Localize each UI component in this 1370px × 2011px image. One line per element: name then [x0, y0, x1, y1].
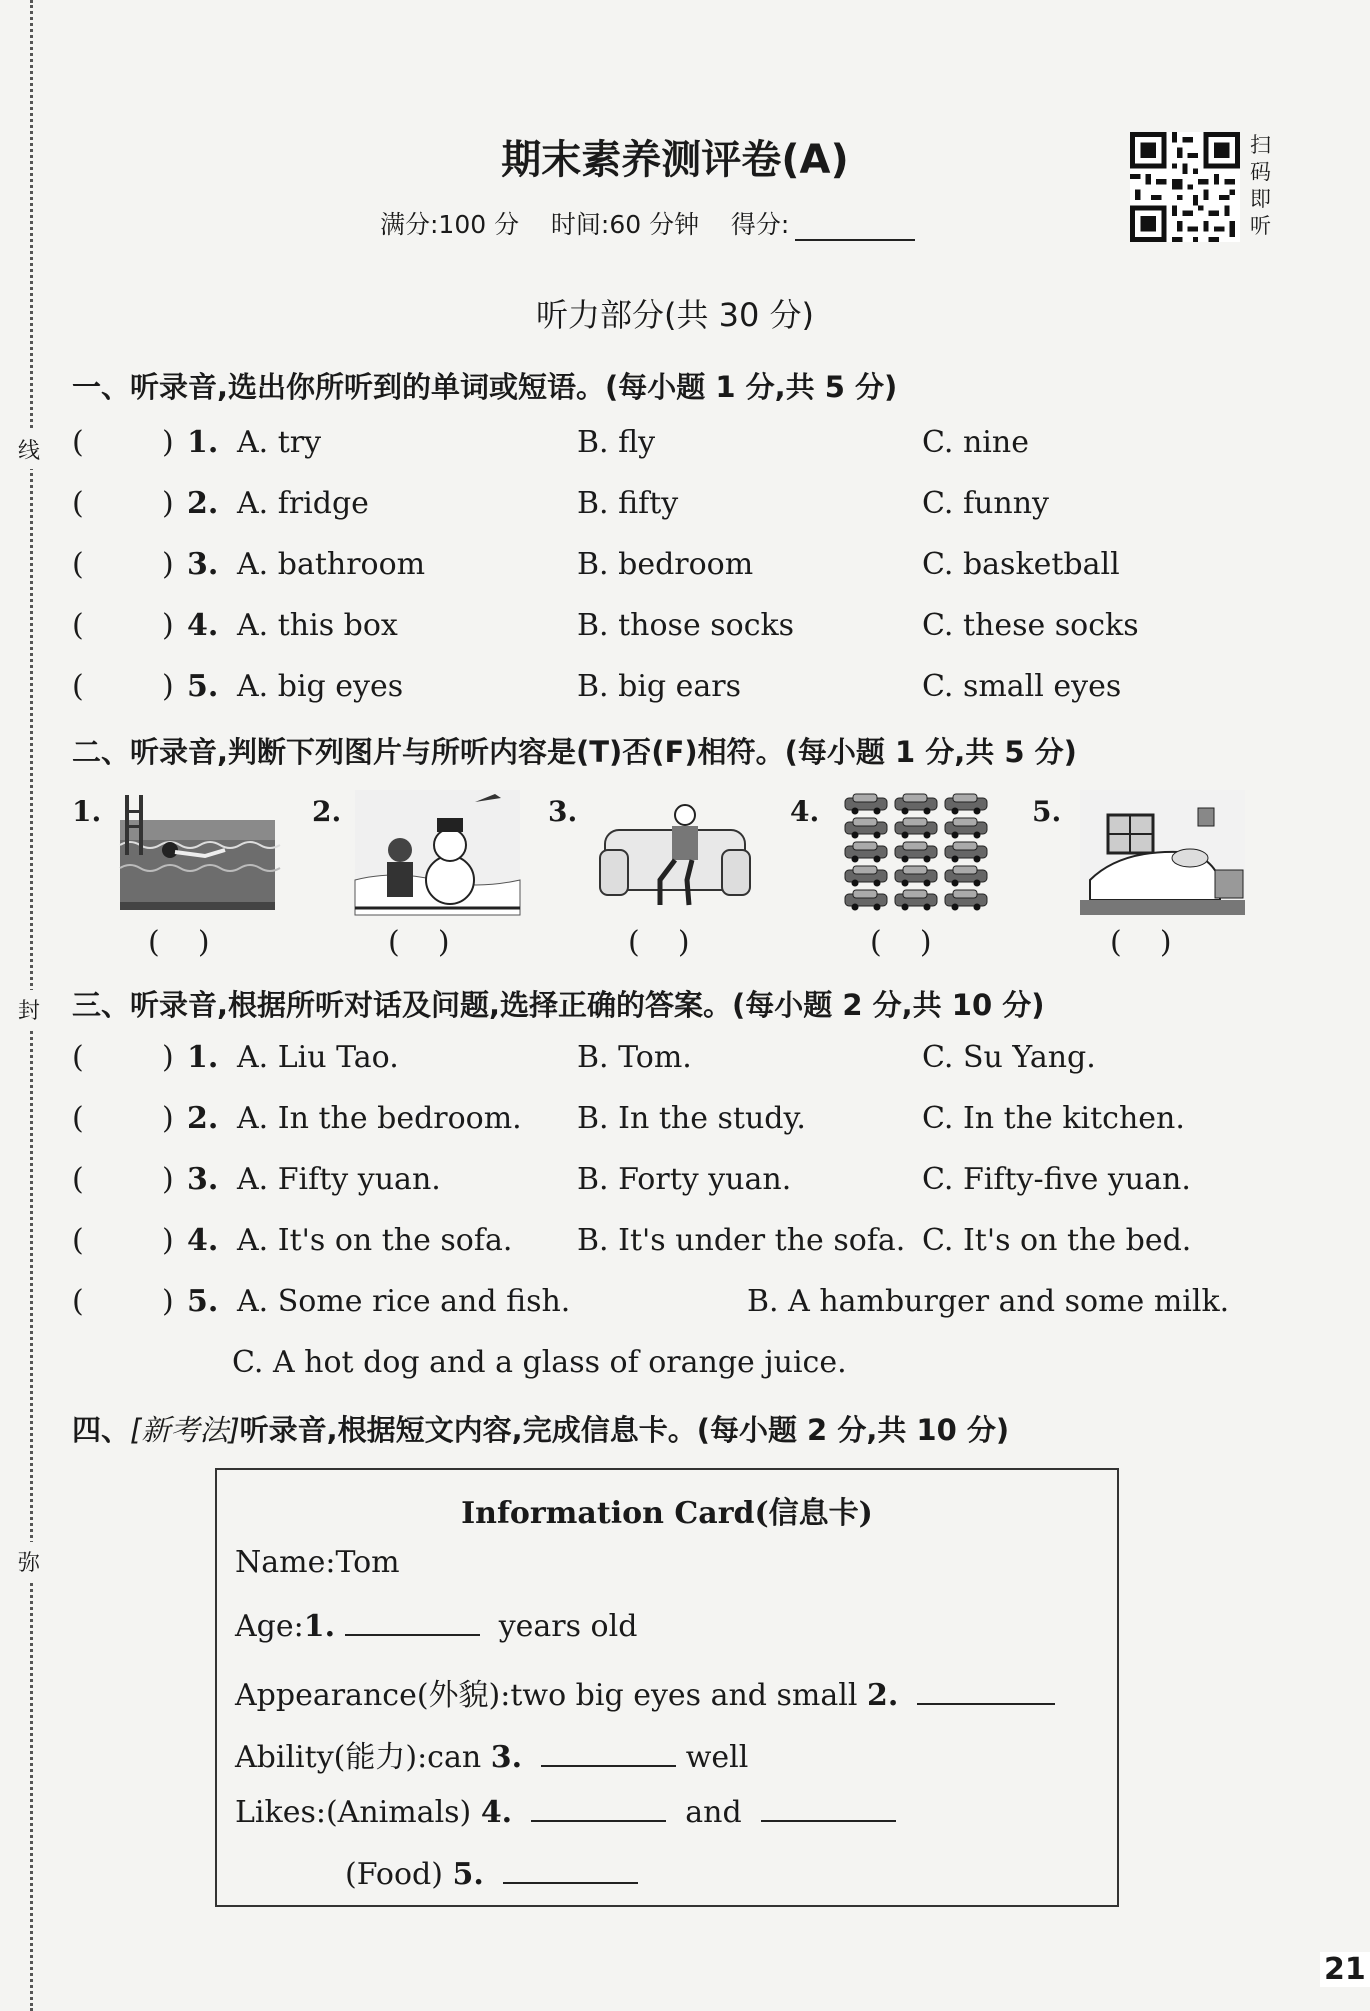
picture-number-4: 4.	[790, 795, 820, 828]
choice-row	[72, 1223, 1292, 1263]
option-c: C. A hot dog and a glass of orange juice.	[232, 1345, 847, 1380]
option-b: B. It's under the sofa.	[577, 1223, 906, 1258]
option-b: B. A hamburger and some milk.	[747, 1284, 1230, 1319]
card-title: Information Card(信息卡)	[461, 1496, 873, 1531]
answer-paren-open[interactable]: (	[72, 1101, 84, 1136]
car-icon	[945, 818, 987, 839]
option-a: A. try	[237, 425, 322, 460]
score-blank[interactable]	[795, 215, 915, 241]
score-line	[380, 205, 915, 241]
many-cars-picture	[842, 790, 992, 915]
picture-2-answer-paren[interactable]: ( )	[388, 925, 450, 960]
car-icon	[845, 890, 887, 911]
car-icon	[845, 818, 887, 839]
card-food-row: (Food) 5.	[345, 1856, 638, 1892]
car-icon	[895, 842, 937, 863]
option-a: A. big eyes	[237, 669, 404, 704]
car-icon	[945, 890, 987, 911]
section-4-title: 四、[新考法]听录音,根据短文内容,完成信息卡。(每小题 2 分,共 10 分)	[72, 1413, 1010, 1447]
option-c: C. small eyes	[922, 669, 1122, 704]
answer-paren-open[interactable]: (	[72, 486, 84, 521]
new-method-tag: [新考法]	[130, 1413, 240, 1447]
option-c: C. nine	[922, 425, 1029, 460]
question-number: 1.	[187, 425, 219, 460]
choice-row	[72, 1284, 1292, 1380]
answer-paren-open[interactable]: (	[72, 608, 84, 643]
question-number: 4.	[187, 1223, 219, 1258]
answer-paren-close: )	[162, 547, 174, 582]
car-icon	[845, 866, 887, 887]
option-c: C. funny	[922, 486, 1049, 521]
answer-paren-close: )	[162, 1101, 174, 1136]
option-a: A. It's on the sofa.	[237, 1223, 513, 1258]
car-icon	[945, 842, 987, 863]
answer-paren-close: )	[162, 669, 174, 704]
full-marks: 满分:100 分	[380, 210, 520, 239]
question-number: 4.	[187, 608, 219, 643]
binding-char-close: 弥	[18, 1542, 40, 1581]
option-a: A. this box	[237, 608, 398, 643]
car-icon	[895, 818, 937, 839]
qr-code-icon[interactable]	[1130, 132, 1240, 242]
answer-paren-open[interactable]: (	[72, 547, 84, 582]
answer-paren-open[interactable]: (	[72, 1284, 84, 1319]
page-number: 21	[1320, 1952, 1370, 1987]
card-appearance-row: Appearance(外貌):two big eyes and small 2.	[235, 1670, 1055, 1714]
choice-row	[72, 425, 1292, 465]
option-b: B. fly	[577, 425, 656, 460]
option-c: C. In the kitchen.	[922, 1101, 1185, 1136]
question-number: 1.	[187, 1040, 219, 1075]
picture-3-answer-paren[interactable]: ( )	[628, 925, 690, 960]
option-c: C. It's on the bed.	[922, 1223, 1192, 1258]
answer-blank-4b[interactable]	[761, 1794, 896, 1822]
option-b: B. Forty yuan.	[577, 1162, 792, 1197]
answer-paren-close: )	[162, 608, 174, 643]
section-3-title: 三、听录音,根据所听对话及问题,选择正确的答案。(每小题 2 分,共 10 分)	[72, 988, 1045, 1022]
answer-paren-close: )	[162, 1284, 174, 1319]
man-on-sofa-picture	[600, 790, 750, 915]
answer-paren-close: )	[162, 425, 174, 460]
card-name-row: Name:Tom	[235, 1545, 400, 1580]
time-limit: 时间:60 分钟	[550, 210, 700, 239]
answer-blank-1[interactable]	[345, 1608, 480, 1636]
option-b: B. bedroom	[577, 547, 754, 582]
answer-blank-5[interactable]	[503, 1856, 638, 1884]
option-c: C. basketball	[922, 547, 1120, 582]
option-c: C. Fifty-five yuan.	[922, 1162, 1191, 1197]
answer-paren-close: )	[162, 1162, 174, 1197]
exam-title: 期末素养测评卷(A)	[501, 137, 849, 183]
answer-paren-close: )	[162, 1040, 174, 1075]
car-icon	[945, 794, 987, 815]
option-b: B. big ears	[577, 669, 742, 704]
option-a: A. Fifty yuan.	[237, 1162, 441, 1197]
option-c: C. these socks	[922, 608, 1139, 643]
choice-row	[72, 486, 1292, 526]
answer-blank-3[interactable]	[541, 1739, 676, 1767]
binding-char-seal: 封	[18, 990, 40, 1029]
choice-row	[72, 608, 1292, 648]
picture-1-answer-paren[interactable]: ( )	[148, 925, 210, 960]
qr-label: 扫码即听	[1250, 133, 1271, 238]
card-age-row: Age:1. years old	[235, 1609, 638, 1644]
binding-char-line: 线	[18, 430, 40, 469]
car-icon	[845, 794, 887, 815]
option-b: B. Tom.	[577, 1040, 692, 1075]
choice-row	[72, 547, 1292, 587]
option-a: A. Liu Tao.	[237, 1040, 399, 1075]
question-number: 2.	[187, 486, 219, 521]
answer-blank-4a[interactable]	[531, 1794, 666, 1822]
question-number: 5.	[187, 1284, 219, 1319]
choice-row	[72, 1040, 1292, 1080]
score-label: 得分:	[730, 210, 790, 239]
car-icon	[945, 866, 987, 887]
option-c: C. Su Yang.	[922, 1040, 1096, 1075]
car-icon	[895, 866, 937, 887]
option-a: A. In the bedroom.	[237, 1101, 522, 1136]
car-icon	[895, 890, 937, 911]
choice-row	[72, 669, 1292, 709]
option-a: A. bathroom	[237, 547, 426, 582]
car-icon	[895, 794, 937, 815]
question-number: 3.	[187, 547, 219, 582]
picture-number-3: 3.	[548, 795, 578, 828]
answer-paren-open[interactable]: (	[72, 1162, 84, 1197]
answer-paren-open[interactable]: (	[72, 669, 84, 704]
car-icon	[845, 842, 887, 863]
choice-row	[72, 1162, 1292, 1202]
section-1-title: 一、听录音,选出你所听到的单词或短语。(每小题 1 分,共 5 分)	[72, 370, 898, 404]
answer-paren-close: )	[162, 486, 174, 521]
option-b: B. fifty	[577, 486, 679, 521]
picture-4-answer-paren[interactable]: ( )	[870, 925, 932, 960]
card-likes-row: Likes:(Animals) 4. and	[235, 1794, 896, 1830]
choice-row	[72, 1101, 1292, 1141]
question-number: 5.	[187, 669, 219, 704]
option-a: A. Some rice and fish.	[237, 1284, 571, 1319]
picture-number-2: 2.	[312, 795, 342, 828]
option-a: A. fridge	[237, 486, 369, 521]
picture-number-1: 1.	[72, 795, 102, 828]
listening-part-title: 听力部分(共 30 分)	[535, 296, 815, 334]
answer-paren-close: )	[162, 1223, 174, 1258]
picture-number-5: 5.	[1032, 795, 1062, 828]
question-number: 2.	[187, 1101, 219, 1136]
answer-paren-open[interactable]: (	[72, 425, 84, 460]
question-number: 3.	[187, 1162, 219, 1197]
answer-paren-open[interactable]: (	[72, 1040, 84, 1075]
swimming-pool-picture	[115, 790, 280, 915]
answer-paren-open[interactable]: (	[72, 1223, 84, 1258]
option-b: B. those socks	[577, 608, 795, 643]
card-ability-row: Ability(能力):can 3. well	[235, 1740, 749, 1775]
answer-blank-2[interactable]	[917, 1677, 1055, 1705]
bedroom-picture	[1080, 790, 1245, 915]
option-b: B. In the study.	[577, 1101, 806, 1136]
snowman-picture	[355, 790, 520, 915]
section-2-title: 二、听录音,判断下列图片与所听内容是(T)否(F)相符。(每小题 1 分,共 5 分)	[72, 735, 1077, 769]
information-card	[215, 1468, 1119, 1907]
picture-5-answer-paren[interactable]: ( )	[1110, 925, 1172, 960]
